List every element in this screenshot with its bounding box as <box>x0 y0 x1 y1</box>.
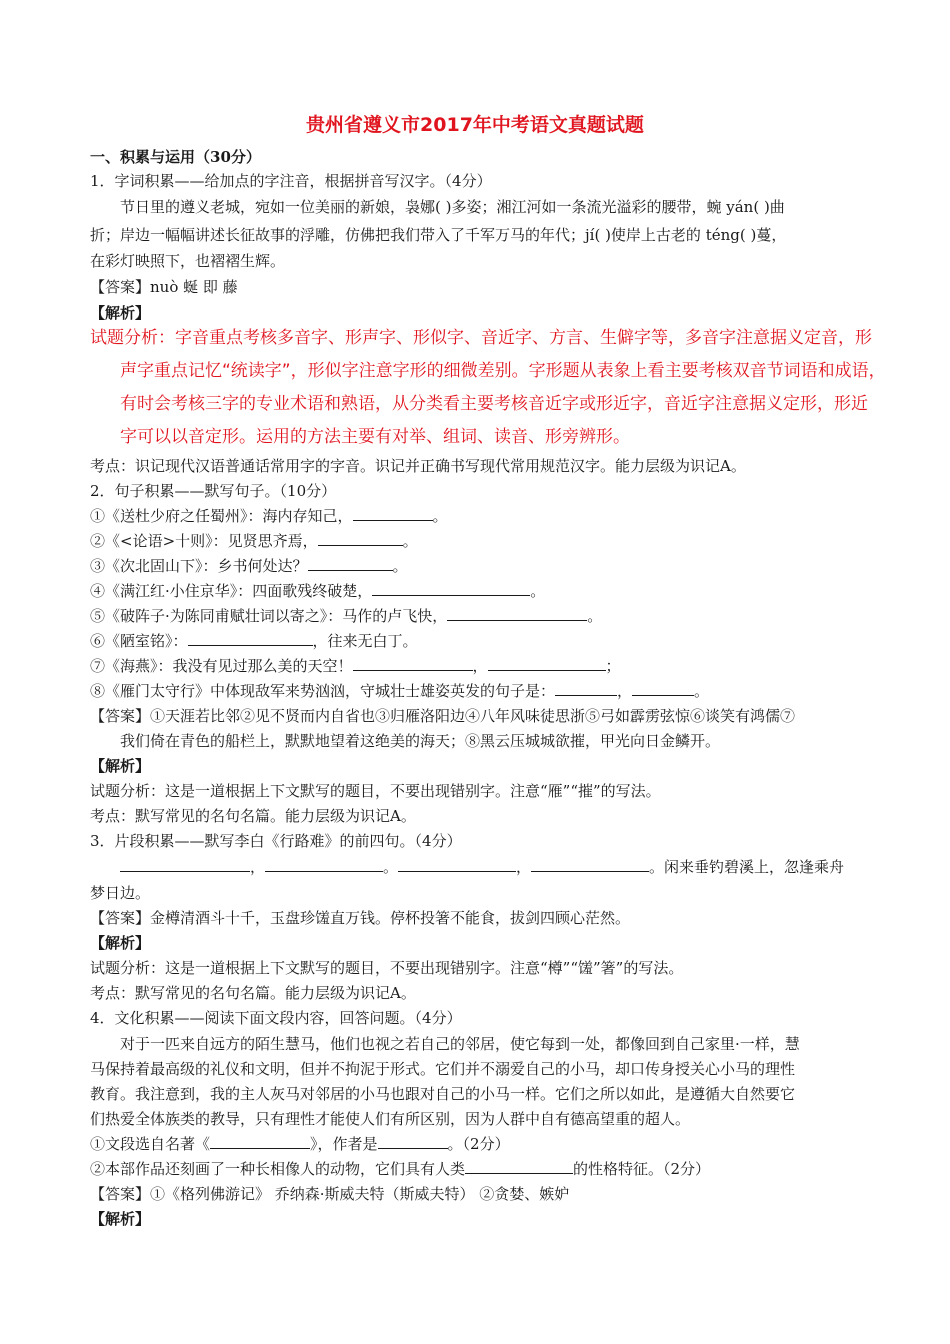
answer-blank[interactable] <box>318 530 403 546</box>
q2-line-7: ⑦《海燕》：我没有见过那么美的天空！ ， ； <box>90 657 621 675</box>
q1-kaodian: 考点：识记现代汉语普通话常用字的字音。识记并正确书写现代常用规范汉字。能力层级为识记A。 <box>90 457 746 475</box>
q2-kaodian: 考点：默写常见的名句名篇。能力层级为识记A。 <box>90 807 416 825</box>
q1-analysis-line: 试题分析：字音重点考核多音字、形声字、形似字、音近字、方言、生僻字等，多音字注意据义定音，形 <box>90 328 872 348</box>
q1-passage-line: 在彩灯映照下，也褶褶生辉。 <box>90 252 286 270</box>
answer-blank[interactable] <box>378 1133 448 1149</box>
answer-blank[interactable] <box>488 655 606 671</box>
answer-blank[interactable] <box>120 856 250 872</box>
answer-blank[interactable] <box>398 856 516 872</box>
q2-line-8: ⑧《雁门太守行》中体现敌军来势汹汹，守城壮士雄姿英发的句子是： ， 。 <box>90 682 710 700</box>
q1-passage-line: 节日里的遵义老城，宛如一位美丽的新娘，袅娜( )多姿；湘江河如一条流光溢彩的腰带，蜿 yán( )曲 <box>120 198 785 216</box>
q4-question-1: ①文段选自名著《 》，作者是 。（2分） <box>90 1135 510 1153</box>
q2-answer-cont: 我们倚在青色的船栏上，默默地望着这绝美的海天；⑧黑云压城城欲摧，甲光向日金鳞开。 <box>120 732 721 750</box>
answer-blank[interactable] <box>353 505 433 521</box>
q2-analysis-label: 【解析】 <box>90 757 151 775</box>
answer-blank[interactable] <box>447 605 587 621</box>
document-title: 贵州省遵义市2017年中考语文真题试题 <box>306 114 644 136</box>
answer-blank[interactable] <box>465 1158 573 1174</box>
q1-passage-line: 折；岸边一幅幅讲述长征故事的浮雕，仿佛把我们带入了千军万马的年代；jí( )使岸上古老的 téng( )蔓， <box>90 226 787 244</box>
q1-analysis-line: 声字重点记忆“统读字”，形似字注意字形的细微差别。字形题从表象上看主要考核双音节词语和成语， <box>120 361 886 381</box>
answer-blank[interactable] <box>555 680 617 696</box>
q1-analysis-line: 字可以以音定形。运用的方法主要有对举、组词、读音、形旁辨形。 <box>120 427 630 447</box>
q2-line-6: ⑥《陋室铭》： ，往来无白丁。 <box>90 632 418 650</box>
q1-heading: 1．字词积累——给加点的字注音，根据拼音写汉字。（4分） <box>90 172 492 190</box>
q3-blanks-line: ， 。 ， 。闲来垂钓碧溪上，忽逢乘舟 <box>120 856 844 878</box>
answer-blank[interactable] <box>632 680 694 696</box>
q4-heading: 4．文化积累——阅读下面文段内容，回答问题。（4分） <box>90 1009 462 1027</box>
q3-answer: 【答案】金樽清酒斗十千，玉盘珍馐直万钱。停杯投箸不能食，拔剑四顾心茫然。 <box>90 909 631 927</box>
answer-blank[interactable] <box>531 856 649 872</box>
q3-heading: 3．片段积累——默写李白《行路难》的前四句。（4分） <box>90 832 462 850</box>
q2-heading: 2．句子积累——默写句子。（10分） <box>90 482 337 500</box>
section-heading: 一、积累与运用（30分） <box>90 148 261 166</box>
q4-question-2: ②本部作品还刻画了一种长相像人的动物，它们具有人类 的性格特征。（2分） <box>90 1160 711 1178</box>
q3-analysis-label: 【解析】 <box>90 934 151 952</box>
q2-line-2: ②《<论语>十则》：见贤思齐焉， 。 <box>90 532 418 550</box>
q3-line-2: 梦日边。 <box>90 884 151 902</box>
q2-line-4: ④《满江红·小住京华》：四面歌残终破楚， 。 <box>90 582 546 600</box>
q4-passage-line: 教育。我注意到，我的主人灰马对邻居的小马也跟对自己的小马一样。它们之所以如此，是遵循大自然要它 <box>90 1085 796 1103</box>
q2-line-5: ⑤《破阵子·为陈同甫赋壮词以寄之》：马作的卢飞快， 。 <box>90 607 603 625</box>
q3-analysis: 试题分析：这是一道根据上下文默写的题目，不要出现错别字。注意“樽”“馐”箸”的写法。 <box>90 959 684 977</box>
q2-line-3: ③《次北固山下》：乡书何处达？ 。 <box>90 557 408 575</box>
q4-passage-line: 对于一匹来自远方的陌生慧马，他们也视之若自己的邻居，使它每到一处，都像回到自己家里·一样，慧 <box>120 1035 800 1053</box>
q4-passage-line: 们热爱全体族类的教导，只有理性才能使人们有所区别，因为人群中自有德高望重的超人。 <box>90 1110 691 1128</box>
answer-blank[interactable] <box>308 555 393 571</box>
answer-blank[interactable] <box>265 856 383 872</box>
answer-blank[interactable] <box>372 580 530 596</box>
q3-kaodian: 考点：默写常见的名句名篇。能力层级为识记A。 <box>90 984 416 1002</box>
q4-analysis-label: 【解析】 <box>90 1210 151 1228</box>
q4-answer: 【答案】①《格列佛游记》 乔纳森·斯威夫特（斯威夫特） ②贪婪、嫉妒 <box>90 1185 570 1203</box>
q2-line-1: ①《送杜少府之任蜀州》：海内存知己， 。 <box>90 507 448 525</box>
q1-analysis-label: 【解析】 <box>90 304 151 322</box>
q1-answer: 【答案】nuò 蜒 即 藤 <box>90 278 238 296</box>
q4-passage-line: 马保持着最高级的礼仪和文明，但并不拘泥于形式。它们并不溺爱自己的小马，却口传身授关心小马的理性 <box>90 1060 796 1078</box>
answer-blank[interactable] <box>353 655 473 671</box>
q2-analysis: 试题分析：这是一道根据上下文默写的题目，不要出现错别字。注意“雁”“摧”的写法。 <box>90 782 661 800</box>
q2-answer: 【答案】①天涯若比邻②见不贤而内自省也③归雁洛阳边④八年风味徒思浙⑤弓如霹雳弦惊⑥谈笑有鸿儒⑦ <box>90 707 796 725</box>
answer-blank[interactable] <box>188 630 313 646</box>
q1-analysis-line: 有时会考核三字的专业术语和熟语，从分类看主要考核音近字或形近字，音近字注意据义定形，形近 <box>120 394 868 414</box>
answer-blank[interactable] <box>210 1133 310 1149</box>
